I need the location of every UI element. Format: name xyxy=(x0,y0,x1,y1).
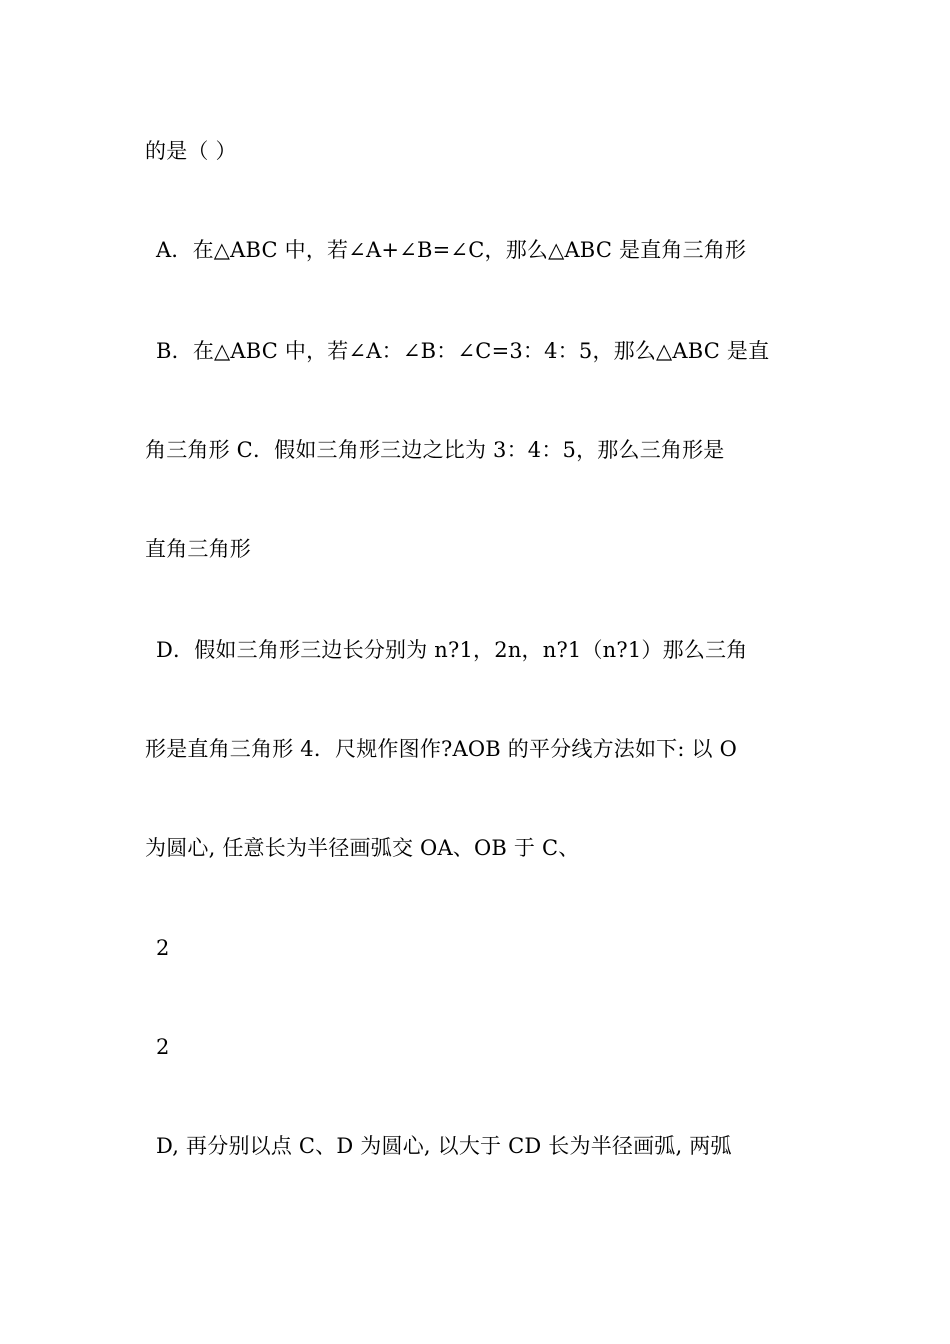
text-line-option-c-cont: 直角三角形 xyxy=(145,537,251,561)
text-line-question-4-cont: 为圆心, 任意长为半径画弧交 OA、OB 于 C、 xyxy=(145,836,580,860)
text-line-superscript-2: 2 xyxy=(156,1035,170,1059)
text-line-superscript-2: 2 xyxy=(156,936,170,960)
text-line-option-a: A．在△ABC 中，若∠A+∠B=∠C，那么△ABC 是直角三角形 xyxy=(156,238,747,262)
text-line-option-b-cont: 角三角形 C．假如三角形三边之比为 3：4：5，那么三角形是 xyxy=(145,438,725,462)
text-line-question-tail: 的是（ ） xyxy=(145,139,237,163)
text-line-option-d: D．假如三角形三边长分别为 n?1，2n，n?1（n?1）那么三角 xyxy=(156,638,748,662)
text-line-question-4-step: D, 再分别以点 C、D 为圆心, 以大于 CD 长为半径画弧, 两弧 xyxy=(156,1134,732,1158)
text-line-option-b: B．在△ABC 中，若∠A：∠B：∠C=3：4：5，那么△ABC 是直 xyxy=(156,339,770,363)
text-line-question-4: 形是直角三角形 4．尺规作图作?AOB 的平分线方法如下: 以 O xyxy=(145,737,738,761)
